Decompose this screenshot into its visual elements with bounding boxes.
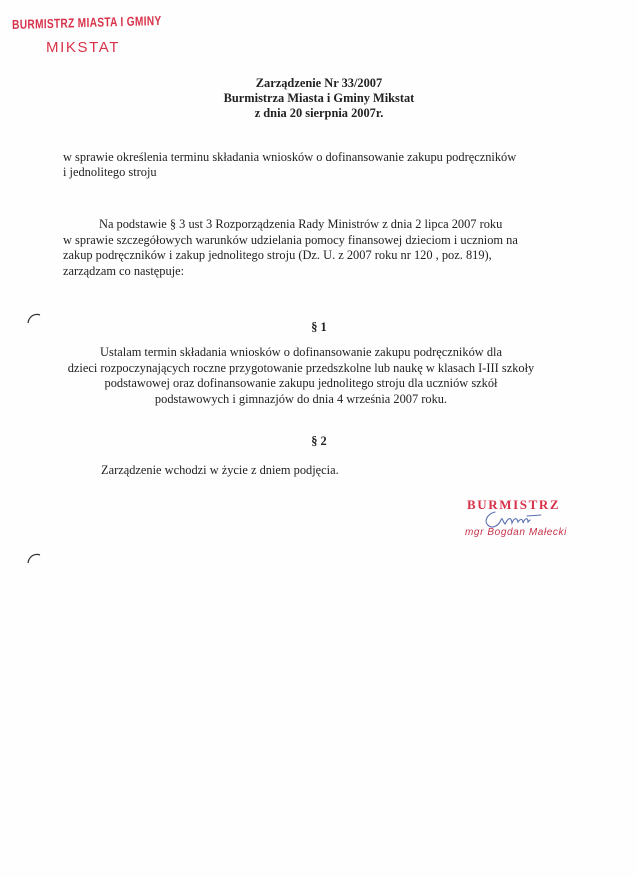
legal-basis-paragraph xyxy=(63,217,543,279)
section-1-line-4: podstawowych i gimnazjów do dnia 4 września 2007 roku. xyxy=(154,391,448,406)
signature-title: BURMISTRZ xyxy=(467,497,561,512)
section-1-heading: § 1 xyxy=(311,320,327,334)
section-1-line-3: podstawowej oraz dofinansowanie zakupu jednolitego stroju dla uczniów szkół xyxy=(104,376,498,390)
preamble-line-4: zarządzam co następuje: xyxy=(63,263,185,278)
section-1-line-1: Ustalam termin składania wniosków o dofinansowanie zakupu podręczników dla xyxy=(100,345,502,359)
section-2-body: Zarządzenie wchodzi w życie z dniem podjęcia. xyxy=(101,463,339,477)
preamble-line-3: zakup podręczników i zakup jednolitego stroju (Dz. U. z 2007 roku nr 120 , poz. 819), xyxy=(63,248,492,262)
punch-hole-mark-icon xyxy=(26,551,42,567)
subject-line-2: i jednolitego stroju xyxy=(63,165,157,179)
section-1-body xyxy=(63,345,539,407)
document-title xyxy=(0,76,638,121)
title-line-2: Burmistrza Miasta i Gminy Mikstat xyxy=(223,91,415,105)
subject-line-1: w sprawie określenia terminu składania wniosków o dofinansowanie zakupu podręczników xyxy=(63,150,517,164)
preamble-line-2: w sprawie szczegółowych warunków udzielania pomocy finansowej dzieciom i uczniom na xyxy=(63,232,518,247)
document-subject xyxy=(63,150,563,180)
preamble-line-1: Na podstawie § 3 ust 3 Rozporządzenia Rady Ministrów z dnia 2 lipca 2007 roku xyxy=(99,217,503,231)
section-1-line-2: dzieci rozpoczynających roczne przygotowanie przedszkolne lub naukę w klasach I-III szkoły xyxy=(67,360,535,375)
stamp-line-2: MIKSTAT xyxy=(46,39,120,56)
title-line-1: Zarządzenie Nr 33/2007 xyxy=(255,76,383,90)
office-stamp xyxy=(11,12,212,56)
signatory-name: mgr Bogdan Małecki xyxy=(465,527,567,538)
stamp-line-1: BURMISTRZ MIASTA I GMINY xyxy=(11,12,162,32)
title-line-3: z dnia 20 sierpnia 2007r. xyxy=(254,106,384,120)
section-2-heading: § 2 xyxy=(311,434,327,448)
